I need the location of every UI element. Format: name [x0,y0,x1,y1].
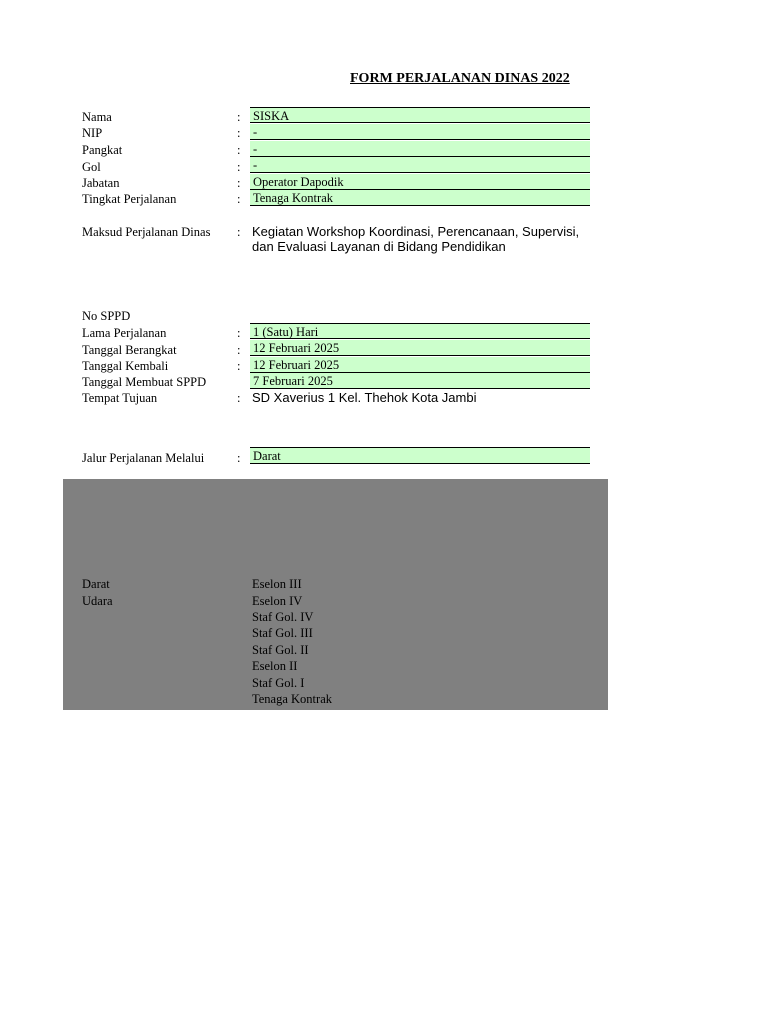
colon: : [237,176,241,190]
field-pangkat[interactable]: - [250,141,590,157]
form-title: FORM PERJALANAN DINAS 2022 [350,71,570,86]
colon: : [237,126,241,140]
label-no-sppd: No SPPD [82,309,131,323]
reference-panel [63,479,608,710]
level-option: Tenaga Kontrak [252,692,332,706]
label-gol: Gol [82,160,101,174]
colon: : [237,391,241,405]
field-membuat[interactable]: 7 Februari 2025 [250,373,590,389]
level-option: Eselon II [252,659,298,673]
colon: : [237,160,241,174]
label-lama: Lama Perjalanan [82,326,167,340]
level-option: Staf Gol. II [252,643,309,657]
colon: : [237,343,241,357]
label-jabatan: Jabatan [82,176,120,190]
label-nip: NIP [82,126,103,140]
field-kembali[interactable]: 12 Februari 2025 [250,357,590,373]
colon: : [237,110,241,124]
colon: : [237,326,241,340]
level-option: Staf Gol. IV [252,610,314,624]
label-berangkat: Tanggal Berangkat [82,343,177,357]
label-pangkat: Pangkat [82,143,123,157]
field-berangkat[interactable]: 12 Februari 2025 [250,340,590,356]
maksud-line-2[interactable]: dan Evaluasi Layanan di Bidang Pendidikan [252,239,506,254]
level-option: Eselon IV [252,594,303,608]
field-jabatan[interactable]: Operator Dapodik [250,174,590,190]
label-tujuan: Tempat Tujuan [82,391,158,405]
colon: : [237,143,241,157]
field-gol[interactable]: - [250,157,590,173]
maksud-line-1[interactable]: Kegiatan Workshop Koordinasi, Perencanaan, Supervisi, [252,224,580,239]
colon: : [237,451,241,465]
label-membuat: Tanggal Membuat SPPD [82,375,207,389]
label-kembali: Tanggal Kembali [82,359,169,373]
transport-option: Udara [82,594,113,608]
field-nama[interactable]: SISKA [250,107,590,123]
label-maksud: Maksud Perjalanan Dinas [82,225,211,239]
field-tingkat[interactable]: Tenaga Kontrak [250,190,590,206]
label-nama: Nama [82,110,112,124]
field-jalur[interactable]: Darat [250,447,590,464]
colon: : [237,359,241,373]
field-lama[interactable]: 1 (Satu) Hari [250,323,590,339]
label-jalur: Jalur Perjalanan Melalui [82,451,205,465]
field-tujuan[interactable]: SD Xaverius 1 Kel. Thehok Kota Jambi [252,390,477,405]
colon: : [237,192,241,206]
colon: : [237,225,241,239]
level-option: Eselon III [252,577,302,591]
level-option: Staf Gol. I [252,676,305,690]
level-option: Staf Gol. III [252,626,313,640]
field-nip[interactable]: - [250,124,590,140]
transport-option: Darat [82,577,110,591]
label-tingkat: Tingkat Perjalanan [82,192,177,206]
